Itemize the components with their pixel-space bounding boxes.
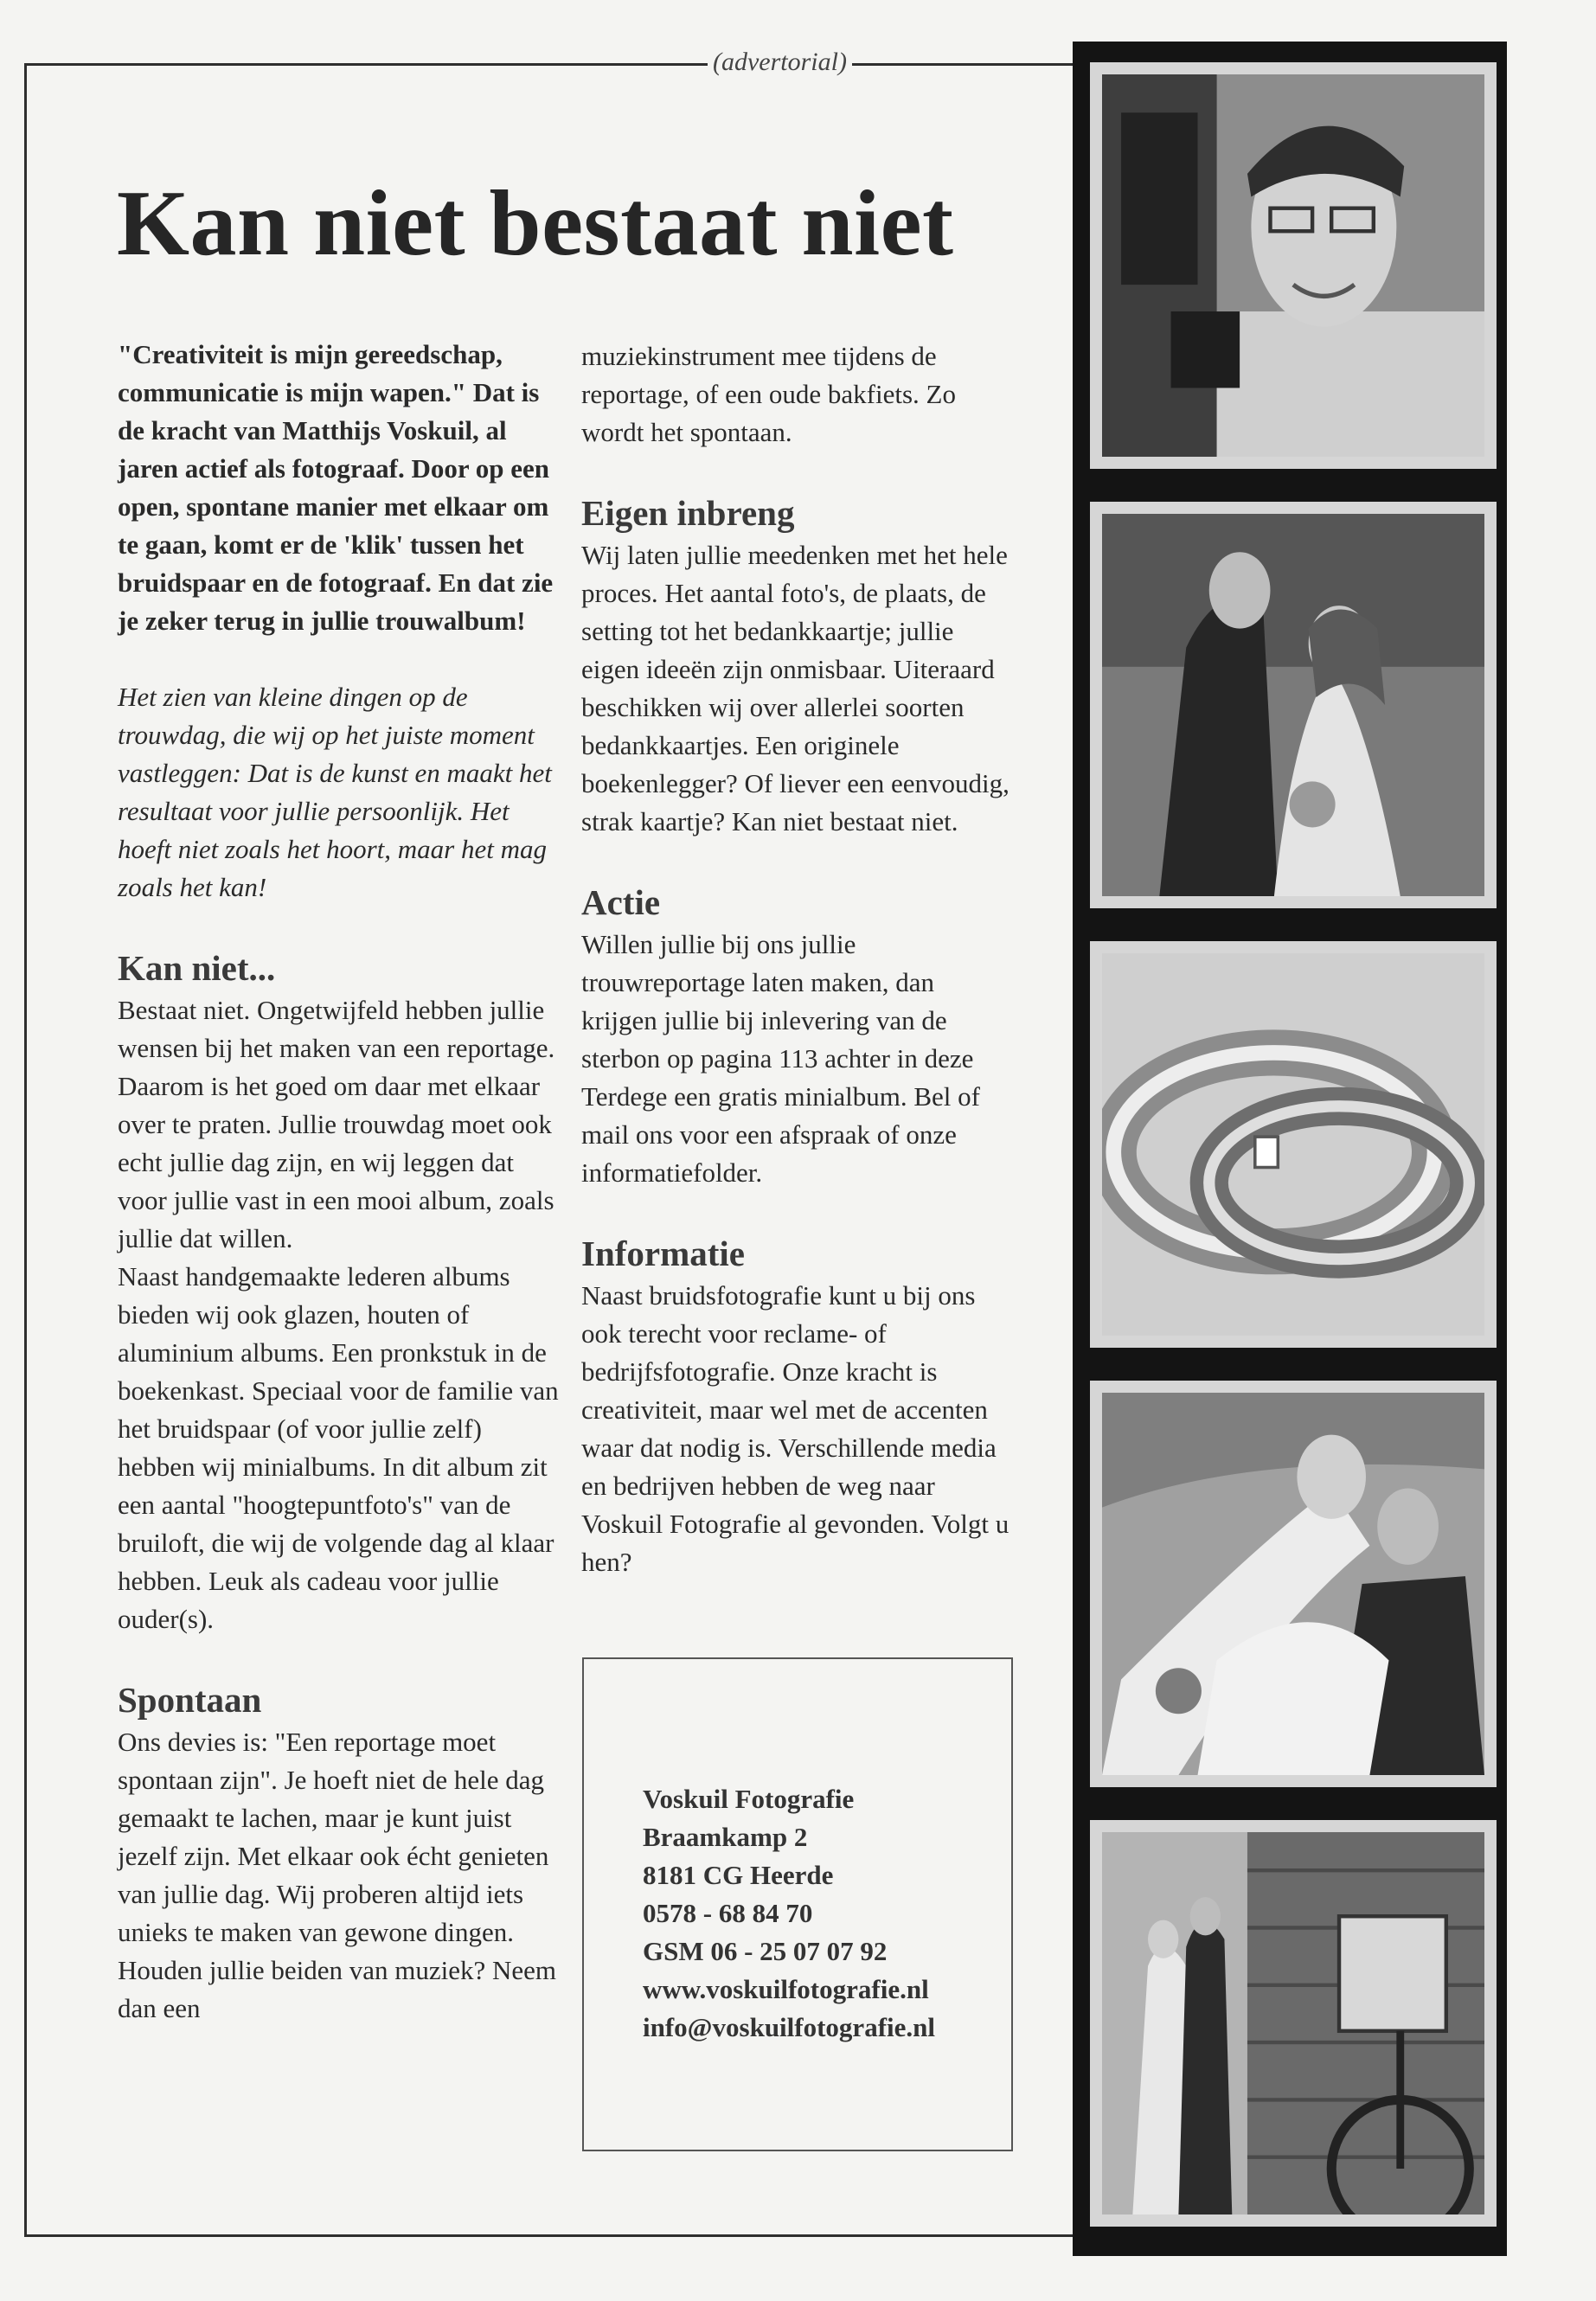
frame-top-rule (24, 63, 1073, 66)
contact-email-link[interactable]: info@voskuilfotografie.nl (643, 2012, 935, 2042)
contact-website-link[interactable]: www.voskuilfotografie.nl (643, 1974, 929, 2004)
actie-paragraph: Willen jullie bij ons jullie trouwreportage laten maken, dan krijgen jullie bij inlevering van de sterbon op pagina 113 achter in deze Terdege een gratis minialbum. Bel of mail ons voor een afspraak of onze informatiefolder. (581, 929, 980, 1188)
intro-paragraph: "Creativiteit is mijn gereedschap, communicatie is mijn wapen." Dat is de kracht van Matthijs Voskuil, al jaren actief als fotograaf. Door op een open, spontane manier met elkaar om te gaan, komt er de 'klik' tussen het bruidspaar en de fotograaf. En dat zie je zeker terug in jullie trouwalbum! (118, 339, 554, 636)
heading-informatie: Informatie (581, 1234, 746, 1273)
frame-bottom-rule (24, 2234, 1073, 2237)
photo-couple-with-bicycle (1090, 1820, 1497, 2227)
photo-wedding-rings (1090, 941, 1497, 1348)
page-title: Kan niet bestaat niet (117, 172, 954, 275)
photo-bridal-couple-embrace (1090, 502, 1497, 908)
middle-column (581, 337, 1014, 1581)
advertorial-label: (advertorial) (708, 48, 852, 77)
informatie-paragraph: Naast bruidsfotografie kunt u bij ons ook terecht voor reclame- of bedrijfsfotografie. Onze kracht is creativiteit, maar wel met de accenten waar dat nodig is. Verschillende media en bedrijven hebben de weg naar Voskuil Fotografie al gevonden. Volgt u hen? (581, 1280, 1010, 1577)
contact-company: Voskuil Fotografie (643, 1784, 855, 1814)
photo-strip (1073, 42, 1507, 2256)
contact-city: 8181 CG Heerde (643, 1860, 834, 1890)
italic-quote: Het zien van kleine dingen op de trouwdag, die wij op het juiste moment vastleggen: Dat is de kunst en maakt het resultaat voor jullie persoonlijk. Het hoeft niet zoals het hoort, maar het mag zoals het kan! (118, 682, 552, 902)
spontaan-paragraph: Ons devies is: "Een reportage moet spontaan zijn". Je hoeft niet de hele dag gemaakt te lachen, maar je kunt juist jezelf zijn. Met elkaar ook écht genieten van jullie dag. Wij proberen altijd iets unieks te maken van gewone dingen. Houden jullie beiden van muziek? Neem dan een (118, 1727, 557, 2023)
heading-spontaan: Spontaan (118, 1680, 262, 1720)
left-column (118, 336, 559, 2028)
contact-gsm[interactable]: GSM 06 - 25 07 07 92 (643, 1936, 888, 1966)
contact-phone[interactable]: 0578 - 68 84 70 (643, 1898, 813, 1928)
heading-kan-niet: Kan niet... (118, 948, 276, 988)
kan-niet-paragraph-1: Bestaat niet. Ongetwijfeld hebben jullie wensen bij het maken van een reportage. Daarom is het goed om daar met elkaar over te praten. Jullie trouwdag moet ook echt jullie dag zijn, en wij leggen dat voor jullie vast in een mooi album, zoals jullie dat willen. (118, 995, 555, 1253)
eigen-inbreng-paragraph: Wij laten jullie meedenken met het hele proces. Het aantal foto's, de plaats, de setting tot het bedankkaartje; jullie eigen ideeën zijn onmisbaar. Uiteraard beschikken wij over allerlei soorten bedankkaartjes. Een originele boekenlegger? Of liever een eenvoudig, strak kaartje? Kan niet bestaat niet. (581, 540, 1010, 836)
kan-niet-paragraph-2: Naast handgemaakte lederen albums bieden wij ook glazen, houten of aluminium albums. Een pronkstuk in de boekenkast. Speciaal voor de familie van het bruidspaar (of voor jullie zelf) hebben wij minialbums. In dit album zit een aantal "hoogtepuntfoto's" van de bruiloft, die wij de volgende dag al klaar hebben. Leuk als cadeau voor jullie ouder(s). (118, 1261, 559, 1634)
contact-box (582, 1657, 1013, 2151)
frame-left-rule (24, 63, 27, 2236)
heading-eigen-inbreng: Eigen inbreng (581, 493, 795, 533)
heading-actie: Actie (581, 882, 661, 922)
contact-street: Braamkamp 2 (643, 1822, 808, 1852)
photo-photographer-portrait (1090, 62, 1497, 469)
spontaan-continuation: muziekinstrument mee tijdens de reportage, of een oude bakfiets. Zo wordt het spontaan. (581, 341, 956, 447)
photo-bride-veil-couple (1090, 1381, 1497, 1787)
